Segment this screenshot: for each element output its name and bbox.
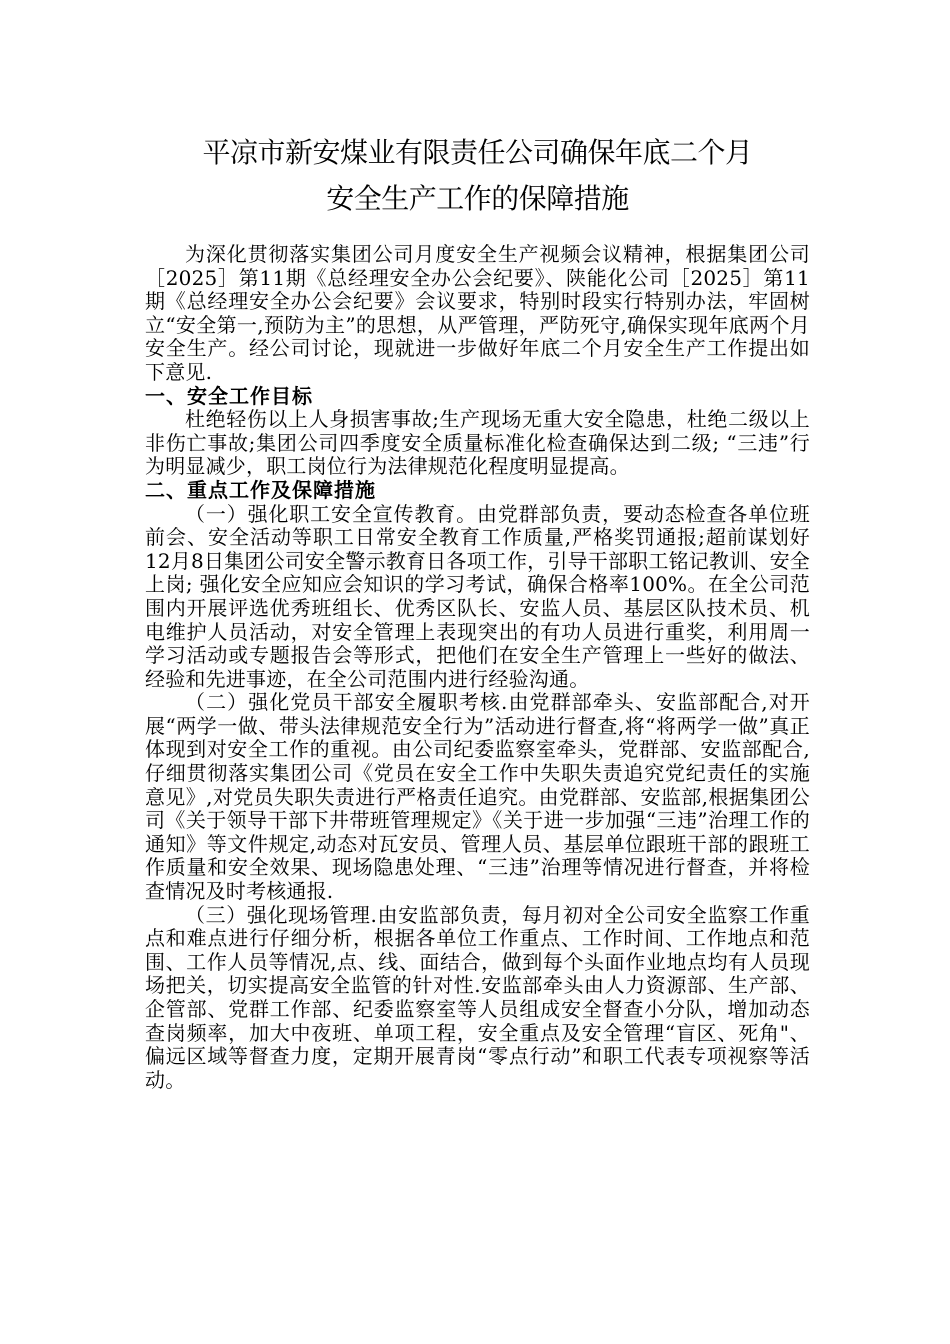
section-heading-measures: 二、重点工作及保障措施: [145, 477, 376, 502]
measure-paragraph-3: （三）强化现场管理.由安监部负责，每月初对全公司安全监察工作重点和难点进行仔细分析，根据各单位工作重点、工作时间、工作地点和范围、工作人员等情况,点、线、面结合，做到每个头面作业地点均有人员现场把关，切实提高安全监管的针对性.安监部牵头由人力资源部、生产部、企管部、党群工作部、纪委监察室等人员组成安全督查小分队，增加动态查岗频率，加大中夜班、单项工程，安全重点及安全管理“盲区、死角"、偏远区域等督查力度，定期开展青岗“零点行动”和职工代表专项视察等活动。: [145, 902, 810, 1092]
measure-paragraph-1: （一）强化职工安全宣传教育。由党群部负责，要动态检查各单位班前会、安全活动等职工日常安全教育工作质量,严格奖罚通报;超前谋划好12月8日集团公司安全警示教育日各项工作，引导干部职工铭记教训、安全上岗; 强化安全应知应会知识的学习考试，确保合格率100%。在全公司范围内开展评选优秀班组长、优秀区队长、安监人员、基层区队技术员、机电维护人员活动，对安全管理上表现突出的有功人员进行重奖，利用周一学习活动或专题报告会等形式，把他们在安全生产管理上一些好的做法、经验和先进事迹，在全公司范围内进行经验沟通。: [145, 501, 810, 691]
title-line-2: 安全生产工作的保障措施: [326, 182, 629, 215]
section-heading-goals: 一、安全工作目标: [145, 383, 313, 408]
document-body: [145, 243, 810, 1092]
document-title: [135, 130, 820, 222]
measure-paragraph-2: （二）强化党员干部安全履职考核.由党群部牵头、安监部配合,对开展“两学一做、带头法律规范安全行为”活动进行督查,将“将两学一做”真正体现到对安全工作的重视。由公司纪委监察室牵头，党群部、安监部配合,仔细贯彻落实集团公司《党员在安全工作中失职失责追究党纪责任的实施意见》,对党员失职失责进行严格责任追究。由党群部、安监部,根据集团公司《关于领导干部下井带班管理规定》《关于进一步加强“三违”治理工作的通知》等文件规定,动态对瓦安员、管理人员、基层单位跟班干部的跟班工作质量和安全效果、现场隐患处理、“三违”治理等情况进行督查，并将检查情况及时考核通报.: [145, 690, 810, 904]
intro-paragraph: 为深化贯彻落实集团公司月度安全生产视频会议精神，根据集团公司［2025］第11期《总经理安全办公会纪要》、陕能化公司［2025］第11期《总经理安全办公会纪要》会议要求，特别时段实行特别办法，牢固树立“安全第一,预防为主”的思想，从严管理，严防死守,确保实现年底两个月安全生产。经公司讨论，现就进一步做好年底二个月安全生产工作提出如下意见.: [145, 242, 810, 384]
goals-paragraph: 杜绝轻伤以上人身损害事故;生产现场无重大安全隐患，杜绝二级以上非伤亡事故;集团公司四季度安全质量标准化检查确保达到二级; “三违”行为明显减少，职工岗位行为法律规范化程度明显提高。: [145, 407, 810, 479]
title-line-1: 平凉市新安煤业有限责任公司确保年底二个月: [202, 136, 753, 169]
document-page: [145, 130, 810, 1092]
